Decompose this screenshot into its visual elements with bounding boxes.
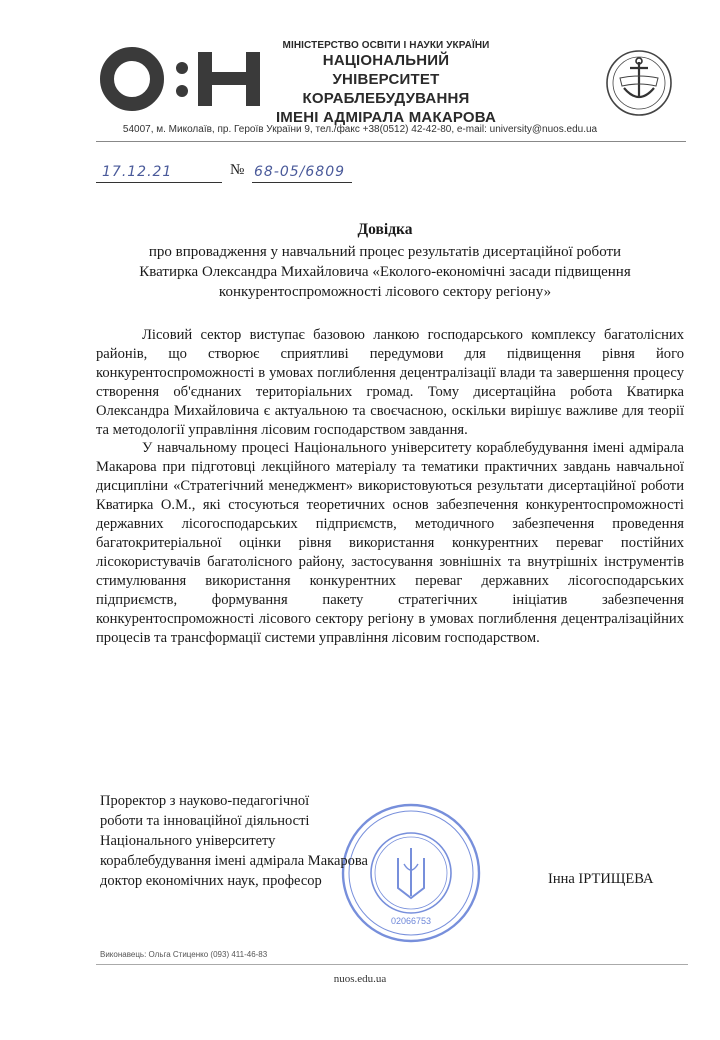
stamp-code: 02066753 <box>390 916 432 926</box>
position-line-5: доктор економічних наук, професор <box>100 873 322 889</box>
document-title <box>90 220 680 302</box>
header-divider <box>96 141 686 142</box>
registration-date-field <box>96 160 222 183</box>
document-heading: Довідка <box>357 221 413 238</box>
org-line-3: ІМЕНІ АДМІРАЛА МАКАРОВА <box>275 109 497 126</box>
document-body <box>96 326 684 647</box>
organization-name <box>270 40 502 127</box>
title-line-2: Кватирка Олександра Михайловича «Еколого-економічні засади підвищення <box>139 264 631 280</box>
org-line-2: КОРАБЛЕБУДУВАННЯ <box>302 90 470 107</box>
anchor-emblem-icon <box>604 46 674 120</box>
signatory-position <box>100 791 400 891</box>
ministry-name: МІНІСТЕРСТВО ОСВІТИ І НАУКИ УКРАЇНИ <box>282 40 490 51</box>
footer-divider <box>96 964 688 965</box>
position-line-1: Проректор з науково-педагогічної <box>100 793 310 809</box>
title-line-3: конкурентоспроможності лісового сектору регіону» <box>218 284 552 300</box>
position-line-3: Національного університету <box>100 833 276 849</box>
university-logo-icon <box>96 44 266 114</box>
registration-number-label: № <box>230 162 245 178</box>
org-line-1: НАЦІОНАЛЬНИЙ УНІВЕРСИТЕТ <box>322 52 450 88</box>
registration-number-field <box>252 160 352 183</box>
title-line-1: про впровадження у навчальний процес результатів дисертаційної роботи <box>148 244 622 260</box>
position-line-4: кораблебудування імені адмірала Макарова <box>100 853 368 869</box>
registration-number: 68-05/6809 <box>254 164 346 180</box>
body-paragraph-1: Лісовий сектор виступає базовою ланкою господарського комплексу багатолісних районів, що створює сприятливі передумови для підвищення рівня його конкурентоспроможності в умовах поглиблення децентралізації влади та завершення процесу створення об'єднаних територіальних громад. Тому дисертаційна робота Кватирка Олександра Михайловича є актуальною та своєчасною, оскільки вирішує важливе для теорії та методології управління лісовим господарством завдання. <box>96 327 684 438</box>
position-line-2: роботи та інноваційної діяльності <box>100 813 310 829</box>
footer-site: nuos.edu.ua <box>333 973 387 985</box>
executor-line: Виконавець: Ольга Стиценко (093) 411-46-83 <box>100 950 268 959</box>
body-paragraph-2: У навчальному процесі Національного університету кораблебудування імені адмірала Макарова при підготовці лекційного матеріалу та тематики практичних завдань навчальної дисципліни «Стратегічний менеджмент» використовуються результати дисертаційної роботи Кватирка О.М., які стосуються теоретичних основ забезпечення конкурентоспроможності державних лісогосподарських підприємств, методичного забезпечення проведення багатокритеріальної оцінки рівня використання конкурентних переваг постійних лісокористувачів багатолісного району, застосування зовнішніх та внутрішніх інструментів стимулювання використання конкурентних переваг державних лісогосподарських підприємств, формування пакету стратегічних ініціатив забезпечення конкурентоспроможності лісового сектору регіону в умовах поглиблення децентралізаційних процесів та трансформації системи управління лісовим господарством. <box>96 440 684 646</box>
address-line: 54007, м. Миколаїв, пр. Героїв України 9, тел./факс +38(0512) 42-42-80, e-mail: university@nuos.edu.ua <box>122 124 598 135</box>
signatory-name: Інна ІРТИЩЕВА <box>548 871 654 887</box>
registration-date: 17.12.21 <box>102 164 173 180</box>
